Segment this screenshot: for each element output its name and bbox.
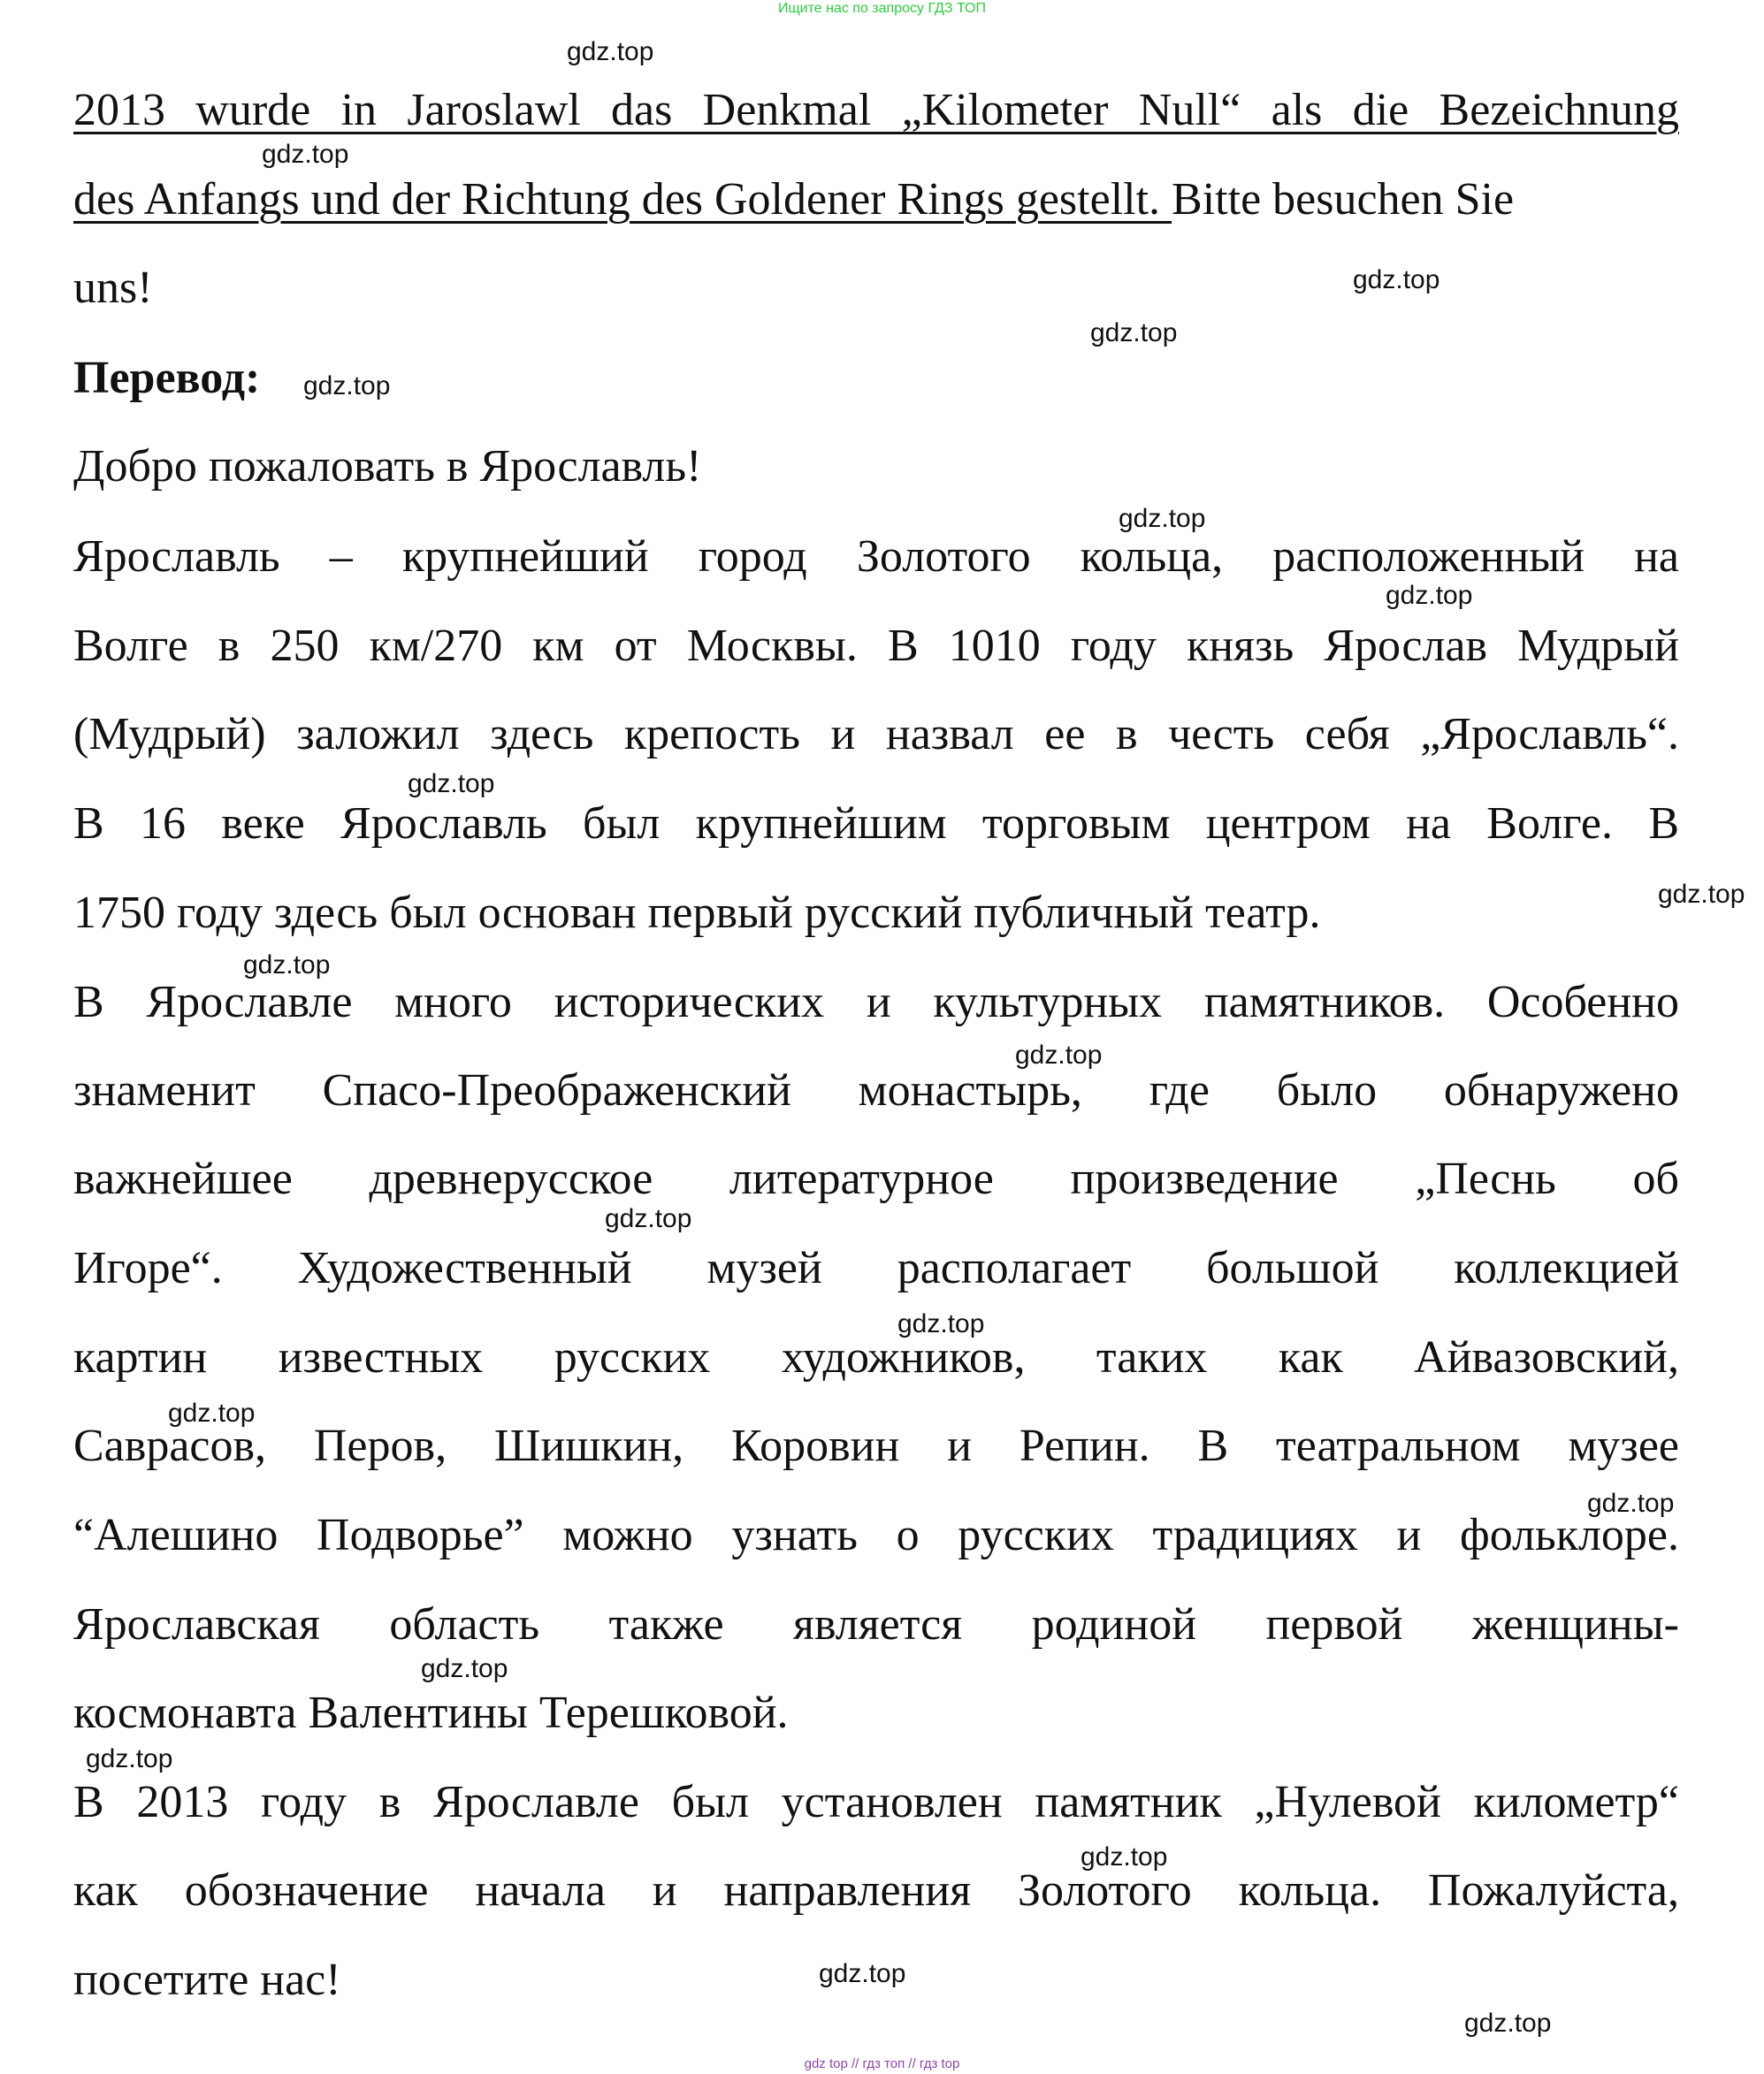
german-line-3: uns! [73, 263, 153, 313]
p1-line: В 16 веке Ярославль был крупнейшим торговым центром на Волге. В [73, 798, 1679, 849]
p2-line: знаменит Спасо-Преображенский монастырь, где было обнаружено [73, 1065, 1679, 1116]
watermark: gdz.top [1386, 581, 1473, 610]
watermark: gdz.top [567, 37, 654, 66]
german-text: Bitte besuchen Sie [1172, 174, 1515, 225]
watermark: gdz.top [1587, 1489, 1675, 1518]
watermark: gdz.top [1119, 504, 1206, 533]
p2-line: космонавта Валентины Терешковой. [73, 1688, 789, 1738]
p1-line: 1750 году здесь был основан первый русский публичный театр. [73, 888, 1321, 938]
watermark: gdz.top [897, 1309, 985, 1338]
watermark: gdz.top [421, 1654, 508, 1683]
p1-line: (Мудрый) заложил здесь крепость и назвал ее в честь себя „Ярославль“. [73, 709, 1679, 759]
top-banner: Ищите нас по запросу ГДЗ ТОП [778, 1, 986, 16]
p2-line: важнейшее древнерусское литературное произведение „Песнь об [73, 1154, 1679, 1204]
translation-greeting: Добро пожаловать в Ярославль! [73, 441, 702, 492]
p3-line: как обозначение начала и направления Золотого кольца. Пожалуйста, [73, 1865, 1679, 1916]
p2-line: Саврасов, Перов, Шишкин, Коровин и Репин. В театральном музее [73, 1421, 1679, 1471]
german-underlined-text: des Anfangs und der Richtung des Goldener Rings gestellt. [73, 174, 1172, 225]
p2-line: Игоре“. Художественный музей располагает большой коллекцией [73, 1243, 1679, 1293]
p2-line: Ярославская область также является родиной первой женщины- [73, 1599, 1679, 1650]
p3-line: посетите нас! [73, 1955, 341, 2005]
watermark: gdz.top [605, 1204, 692, 1233]
watermark: gdz.top [1464, 2009, 1552, 2038]
p2-line: картин известных русских художников, таких как Айвазовский, [73, 1332, 1679, 1383]
p3-line: В 2013 году в Ярославле был установлен памятник „Нулевой километр“ [73, 1777, 1679, 1827]
p2-line: “Алешино Подворье” можно узнать о русских традициях и фольклоре. [73, 1510, 1679, 1560]
p1-line: Волге в 250 км/270 км от Москвы. В 1010 году князь Ярослав Мудрый [73, 621, 1679, 671]
watermark: gdz.top [1353, 265, 1440, 294]
watermark: gdz.top [819, 1959, 906, 1988]
bottom-footer: gdz top // гдз топ // гдз top [804, 2056, 960, 2071]
translation-heading: Перевод: [73, 353, 261, 403]
watermark: gdz.top [408, 769, 495, 798]
watermark: gdz.top [86, 1744, 173, 1773]
watermark: gdz.top [1090, 318, 1178, 347]
watermark: gdz.top [1658, 880, 1745, 909]
p1-line: Ярославль – крупнейший город Золотого кольца, расположенный на [73, 531, 1679, 582]
german-underlined-text: 2013 wurde in Jaroslawl das Denkmal „Kilometer Null“ als die Bezeichnung [73, 85, 1679, 135]
watermark: gdz.top [1081, 1842, 1168, 1872]
german-line-2 [73, 173, 1679, 226]
watermark: gdz.top [262, 140, 349, 169]
p2-line: В Ярославле много исторических и культурных памятников. Особенно [73, 977, 1679, 1027]
watermark: gdz.top [1015, 1041, 1103, 1070]
watermark: gdz.top [168, 1399, 256, 1428]
watermark: gdz.top [243, 950, 331, 980]
german-line-1 [73, 84, 1679, 137]
watermark: gdz.top [303, 371, 391, 400]
